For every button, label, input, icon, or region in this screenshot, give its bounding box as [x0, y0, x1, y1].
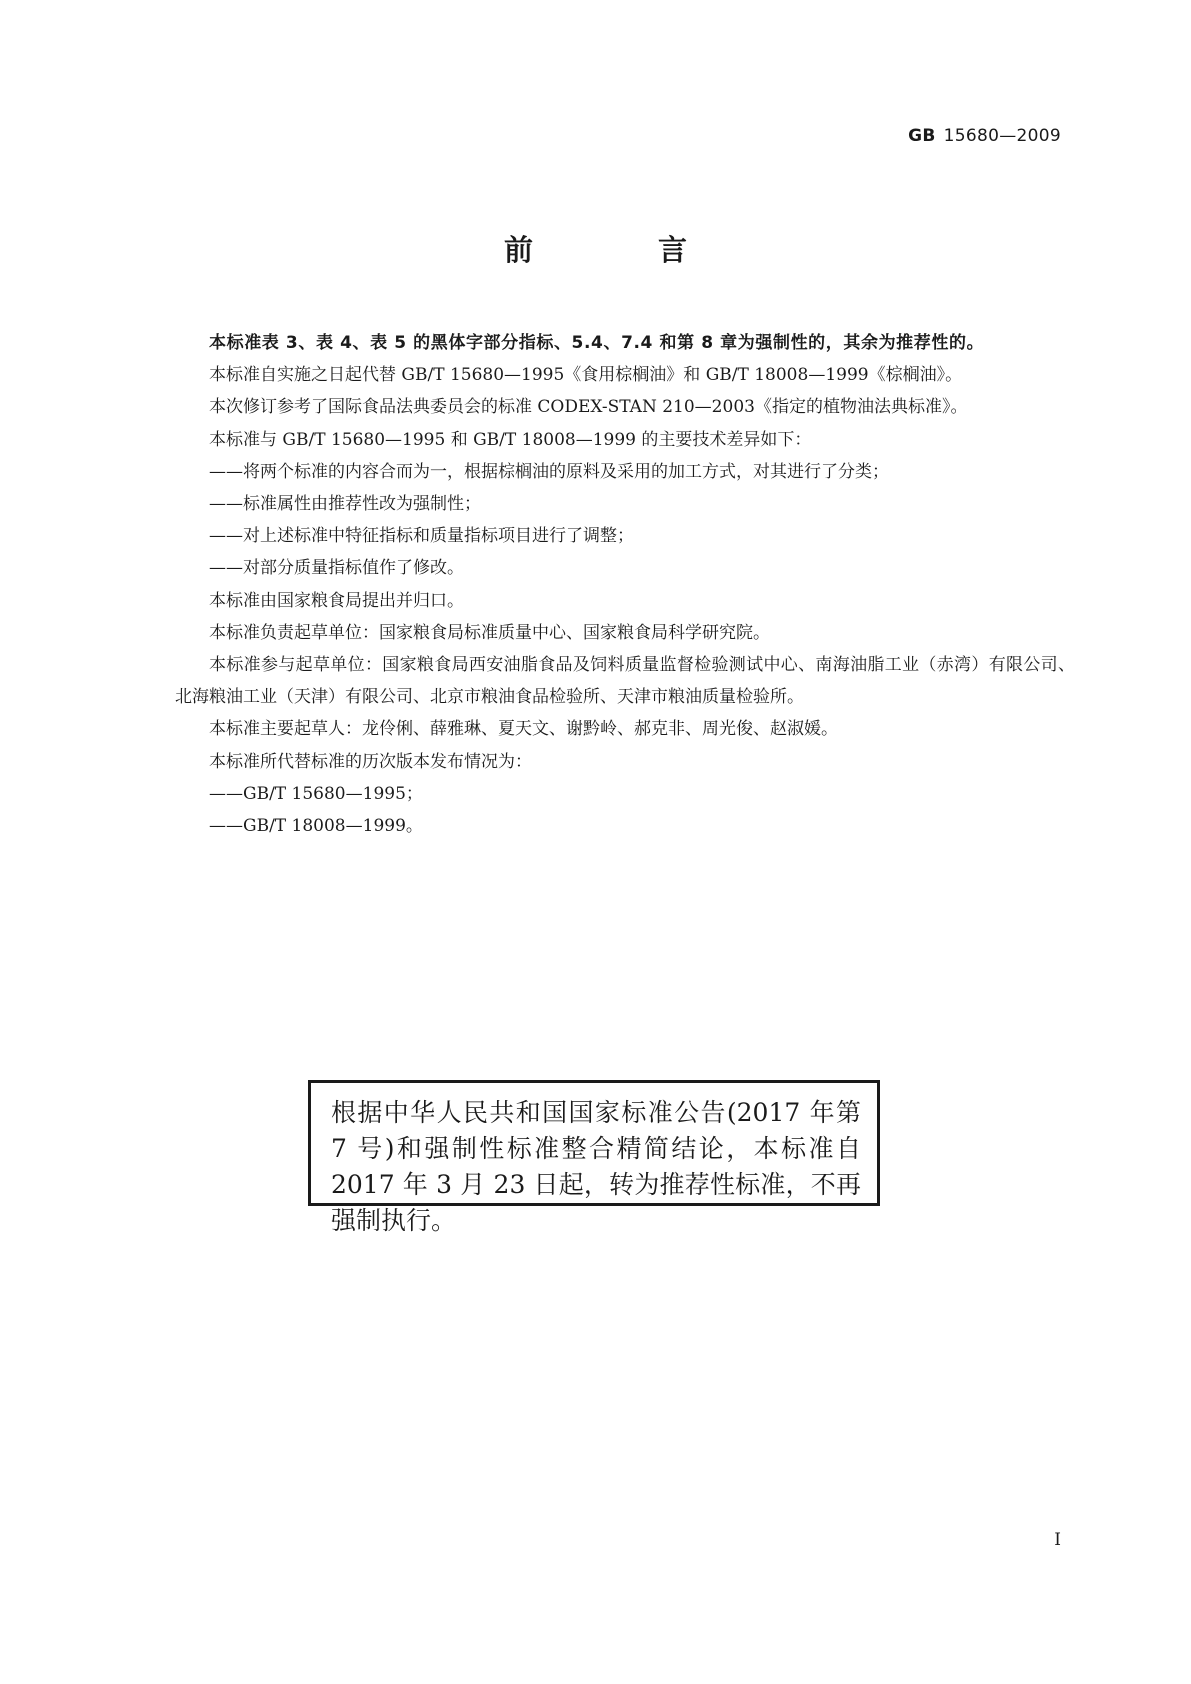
page-title: 前 言 — [503, 233, 735, 267]
reference-paragraph: 本次修订参考了国际食品法典委员会的标准 CODEX-STAN 210—2003《指定的植物油法典标准》。 — [209, 397, 968, 418]
differences-intro-paragraph: 本标准与 GB/T 15680—1995 和 GB/T 18008—1999 的主要技术差异如下： — [209, 429, 812, 450]
difference-item: ——对上述标准中特征指标和质量指标项目进行了调整； — [209, 526, 634, 547]
main-drafters-paragraph: 本标准主要起草人：龙伶俐、薛雅琳、夏天文、谢黔岭、郝克非、周光俊、赵淑媛。 — [209, 719, 838, 740]
difference-item: ——将两个标准的内容合而为一，根据棕榈油的原料及采用的加工方式，对其进行了分类； — [209, 461, 889, 482]
difference-item: ——对部分质量指标值作了修改。 — [209, 558, 464, 579]
history-item: ——GB/T 15680—1995； — [209, 783, 423, 804]
standard-code — [908, 126, 1061, 146]
page-number: I — [1054, 1530, 1061, 1550]
participating-drafters-paragraph: 本标准参与起草单位：国家粮食局西安油脂食品及饲料质量监督检验测试中心、南海油脂工业（赤湾）有限公司、北海粮油工业（天津）有限公司、北京市粮油食品检验所、天津市粮油质量检验所。 — [175, 655, 1075, 708]
replacement-paragraph: 本标准自实施之日起代替 GB/T 15680—1995《食用棕榈油》和 GB/T 18008—1999《棕榈油》。 — [209, 365, 963, 386]
notice-box: 根据中华人民共和国国家标准公告(2017 年第 7 号)和强制性标准整合精简结论，本标准自 2017 年 3 月 23 日起，转为推荐性标准，不再强制执行。 — [308, 1080, 880, 1206]
lead-drafter-paragraph: 本标准负责起草单位：国家粮食局标准质量中心、国家粮食局科学研究院。 — [209, 622, 770, 643]
foreword-body — [175, 327, 1075, 842]
history-item: ——GB/T 18008—1999。 — [209, 816, 423, 837]
standard-code-prefix: GB — [908, 126, 936, 146]
difference-item: ——标准属性由推荐性改为强制性； — [209, 494, 481, 515]
history-intro-paragraph: 本标准所代替标准的历次版本发布情况为： — [209, 751, 532, 772]
standard-code-number: 15680—2009 — [943, 126, 1061, 146]
proposer-paragraph: 本标准由国家粮食局提出并归口。 — [209, 590, 464, 611]
mandatory-statement-paragraph: 本标准表 3、表 4、表 5 的黑体字部分指标、5.4、7.4 和第 8 章为强制性的，其余为推荐性的。 — [209, 333, 985, 353]
